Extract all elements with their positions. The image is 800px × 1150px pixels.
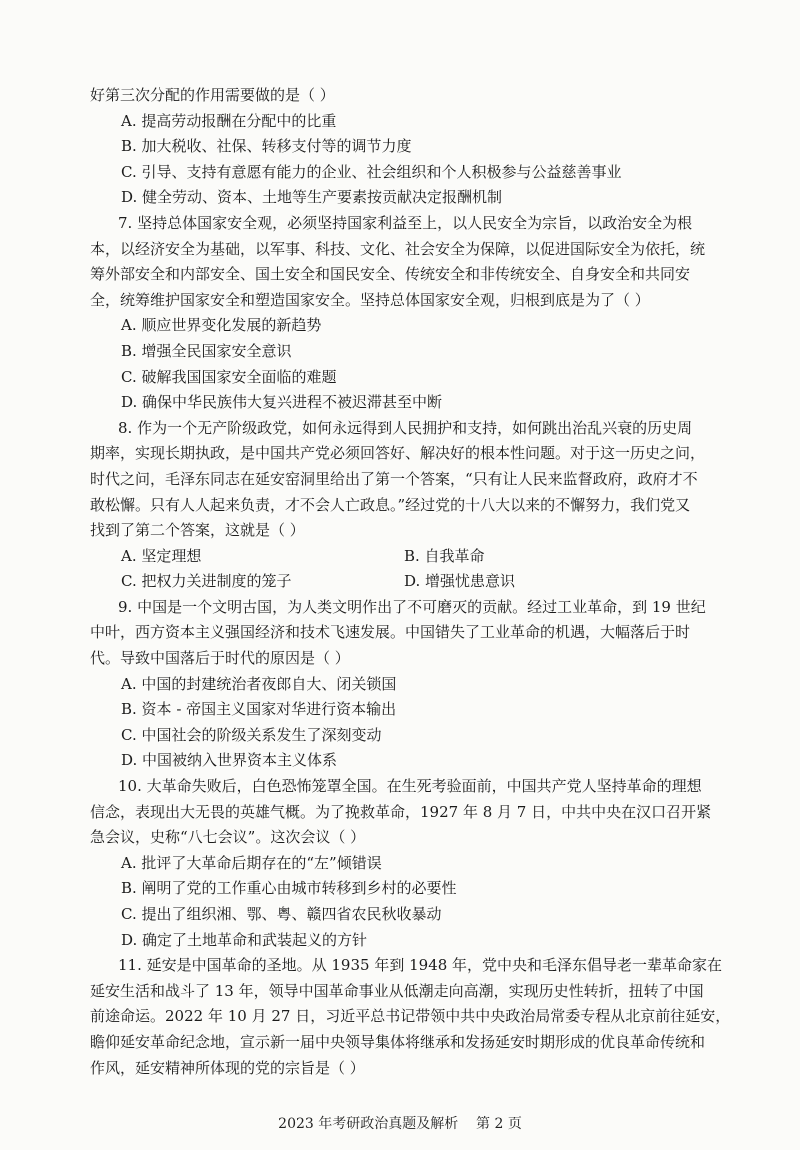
q8-stem-line: 找到了第二个答案，这就是（ ） — [90, 521, 305, 540]
q6-option-b: B. 加大税收、社保、转移支付等的调节力度 — [121, 137, 412, 156]
q6-option-d: D. 健全劳动、资本、土地等生产要素按贡献决定报酬机制 — [121, 188, 503, 207]
q8-options-row — [90, 544, 730, 570]
q8-stem-line: 敢松懈。只有人人起来负责，才不会人亡政息。”经过党的十八大以来的不懈努力，我们党又 — [90, 495, 691, 514]
q9-stem-line: 9. 中国是一个文明古国，为人类文明作出了不可磨灭的贡献。经过工业革命，到 19 世纪 — [118, 597, 706, 616]
q11-stem-line: 瞻仰延安革命纪念地，宣示新一届中央领导集体将继承和发扬延安时期形成的优良革命传统和 — [90, 1032, 706, 1051]
q7-stem-line: 本，以经济安全为基础，以军事、科技、文化、社会安全为保障，以促进国际安全为依托，统 — [90, 239, 706, 258]
q8-stem-line: 时代之问，毛泽东同志在延安窑洞里给出了第一个答案，“只有让人民来监督政府，政府才不 — [90, 469, 698, 488]
q8-option-a: A. 坚定理想 — [121, 546, 202, 565]
q11-stem-line: 作风，延安精神所体现的党的宗旨是（ ） — [90, 1058, 365, 1077]
q11-stem-line: 11. 延安是中国革命的圣地。从 1935 年到 1948 年，党中央和毛泽东倡导老一辈革命家在 — [118, 956, 723, 975]
q9-option-d: D. 中国被纳入世界资本主义体系 — [121, 751, 338, 770]
q7-stem-line: 筹外部安全和内部安全、国土安全和国民安全、传统安全和非传统安全、自身安全和共同安 — [90, 265, 691, 284]
q8-stem-line: 8. 作为一个无产阶级政党，如何永远得到人民拥护和支持，如何跳出治乱兴衰的历史周 — [118, 418, 693, 437]
q9-stem-line: 代。导致中国落后于时代的原因是（ ） — [90, 649, 350, 668]
q8-stem-line: 期率，实现长期执政，是中国共产党必须回答好、解决好的根本性问题。对于这一历史之问， — [90, 444, 706, 463]
q11-stem-line: 延安生活和战斗了 13 年，领导中国革命事业从低潮走向高潮，实现历史性转折，扭转了中国 — [90, 981, 704, 1000]
q6-option-a: A. 提高劳动报酬在分配中的比重 — [121, 111, 337, 130]
q11-stem-line: 前途命运。2022 年 10 月 27 日，习近平总书记带领中共中央政治局常委专程从北京前往延安， — [90, 1007, 731, 1026]
q6-option-c: C. 引导、支持有意愿有能力的企业、社会组织和个人积极参与公益慈善事业 — [121, 162, 622, 181]
q8-options-row — [90, 569, 730, 595]
page-body — [90, 83, 730, 1081]
q7-stem-line: 7. 坚持总体国家安全观，必须坚持国家利益至上，以人民安全为宗旨，以政治安全为根 — [118, 213, 693, 232]
q10-option-a: A. 批评了大革命后期存在的“左”倾错误 — [121, 853, 382, 872]
q9-option-c: C. 中国社会的阶级关系发生了深刻变动 — [121, 725, 382, 744]
q7-option-b: B. 增强全民国家安全意识 — [121, 341, 292, 360]
q8-option-c: C. 把权力关进制度的笼子 — [121, 572, 292, 591]
q8-option-b: B. 自我革命 — [404, 546, 485, 565]
q10-stem-line: 急会议，史称“八七会议”。这次会议（ ） — [90, 828, 366, 847]
q10-stem-line: 信念，表现出大无畏的英雄气概。为了挽救革命，1927 年 8 月 7 日，中共中央在汉口召开紧 — [90, 802, 712, 821]
q9-option-b: B. 资本 - 帝国主义国家对华进行资本输出 — [121, 700, 397, 719]
q7-option-c: C. 破解我国国家安全面临的难题 — [121, 367, 337, 386]
page-footer: 2023 年考研政治真题及解析 第 2 页 — [278, 1116, 522, 1132]
q10-option-d: D. 确定了土地革命和武装起义的方针 — [121, 930, 368, 949]
q7-option-d: D. 确保中华民族伟大复兴进程不被迟滞甚至中断 — [121, 393, 443, 412]
q7-stem-line: 全，统筹维护国家安全和塑造国家安全。坚持总体国家安全观，归根到底是为了（ ） — [90, 290, 650, 309]
q6-stem-end: 好第三次分配的作用需要做的是（ ） — [90, 86, 335, 104]
q8-option-d: D. 增强忧患意识 — [404, 572, 516, 591]
q10-stem-line: 10. 大革命失败后，白色恐怖笼罩全国。在生死考验面前，中国共产党人坚持革命的理想 — [118, 777, 702, 796]
q7-option-a: A. 顺应世界变化发展的新趋势 — [121, 316, 322, 335]
q10-option-b: B. 阐明了党的工作重心由城市转移到乡村的必要性 — [121, 879, 457, 898]
q10-option-c: C. 提出了组织湘、鄂、粤、赣四省农民秋收暴动 — [121, 905, 442, 923]
q9-option-a: A. 中国的封建统治者夜郎自大、闭关锁国 — [121, 674, 397, 693]
q9-stem-line: 中叶，西方资本主义强国经济和技术飞速发展。中国错失了工业革命的机遇，大幅落后于时 — [90, 623, 691, 642]
